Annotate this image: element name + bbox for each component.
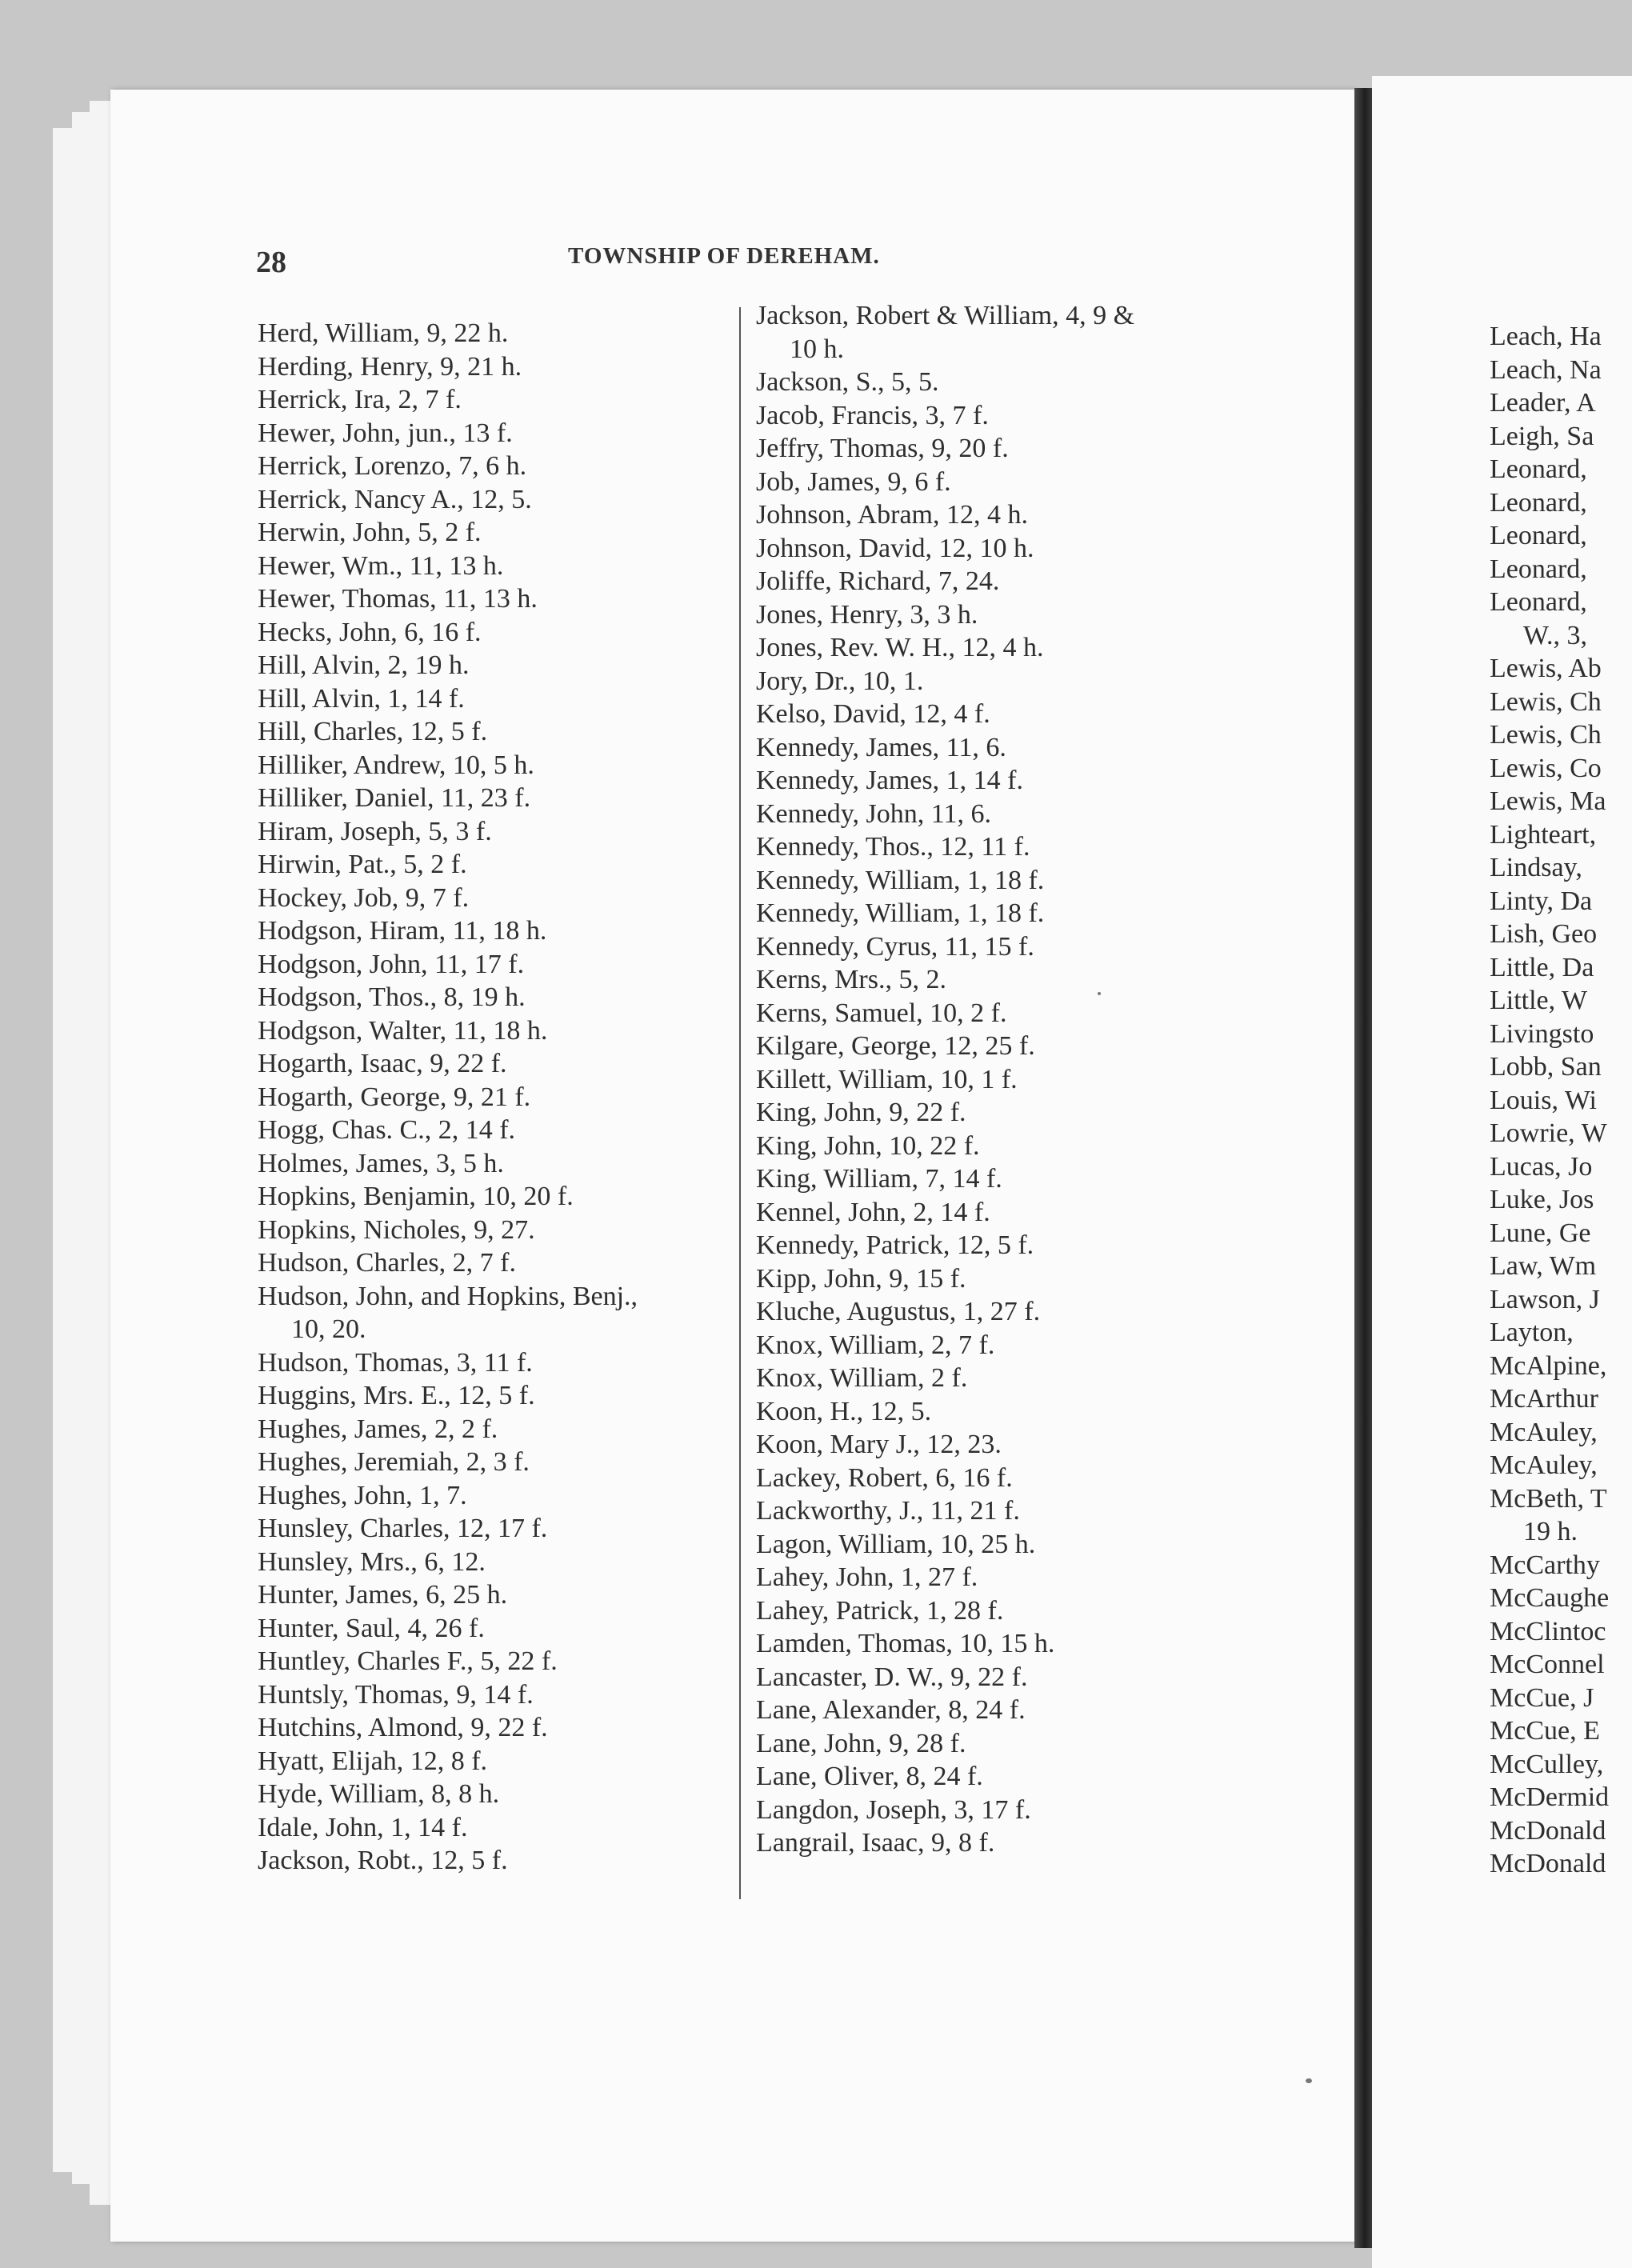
facing-page-column	[1490, 320, 1609, 1881]
directory-entry: Leach, Na	[1490, 354, 1602, 385]
directory-entry: Hill, Alvin, 2, 19 h.	[258, 650, 470, 680]
directory-entry: Kilgare, George, 12, 25 f.	[756, 1031, 1035, 1061]
directory-entry: Leonard,	[1490, 487, 1587, 518]
directory-entry: Jackson, Robert & William, 4, 9 &	[756, 301, 1135, 330]
directory-entry: Lagon, William, 10, 25 h.	[756, 1529, 1036, 1559]
directory-entry: Jeffry, Thomas, 9, 20 f.	[756, 434, 1009, 463]
directory-entry: McClintoc	[1490, 1616, 1606, 1646]
directory-entry: McAuley,	[1490, 1417, 1598, 1447]
directory-entry: Knox, William, 2, 7 f.	[756, 1330, 995, 1360]
directory-entry: McCaughe	[1490, 1583, 1610, 1613]
directory-entry: Lish, Geo	[1490, 919, 1598, 949]
directory-entry: Hiram, Joseph, 5, 3 f.	[258, 816, 492, 846]
directory-entry: Kipp, John, 9, 15 f.	[756, 1263, 966, 1294]
directory-entry: Hunter, James, 6, 25 h.	[258, 1580, 508, 1610]
directory-entry: Huntsly, Thomas, 9, 14 f.	[258, 1679, 534, 1710]
directory-entry: Huntley, Charles F., 5, 22 f.	[258, 1646, 558, 1676]
directory-entry: Lewis, Ch	[1490, 720, 1602, 750]
directory-entry: Luke, Jos	[1490, 1185, 1594, 1214]
directory-entry: Hewer, John, jun., 13 f.	[258, 418, 513, 448]
directory-entry: Koon, Mary J., 12, 23.	[756, 1430, 1002, 1459]
directory-entry: Kluche, Augustus, 1, 27 f.	[756, 1297, 1041, 1326]
directory-entry: Kennedy, James, 11, 6.	[756, 732, 1006, 762]
directory-entry: Herrick, Nancy A., 12, 5.	[258, 484, 532, 514]
directory-entry: Lindsay,	[1490, 853, 1582, 882]
directory-entry: Hewer, Wm., 11, 13 h.	[258, 550, 504, 581]
directory-entry: Herrick, Lorenzo, 7, 6 h.	[258, 451, 527, 481]
directory-entry: Lahey, John, 1, 27 f.	[756, 1562, 978, 1592]
directory-column-middle	[756, 299, 1134, 1860]
directory-entry: Hodgson, John, 11, 17 f.	[258, 949, 525, 979]
directory-entry: Koon, H., 12, 5.	[756, 1396, 932, 1426]
directory-entry: Jones, Rev. W. H., 12, 4 h.	[756, 633, 1044, 662]
directory-entry: Linty, Da	[1490, 886, 1593, 916]
directory-entry: Lane, Oliver, 8, 24 f.	[756, 1762, 983, 1791]
directory-entry: Lackey, Robert, 6, 16 f.	[756, 1462, 1013, 1493]
directory-entry: Jackson, Robt., 12, 5 f.	[258, 1846, 508, 1875]
directory-entry: Hirwin, Pat., 5, 2 f.	[258, 850, 467, 879]
directory-entry: Hudson, John, and Hopkins, Benj.,	[258, 1281, 638, 1311]
directory-entry: McCulley,	[1490, 1749, 1604, 1779]
directory-entry: Johnson, David, 12, 10 h.	[756, 533, 1034, 563]
directory-entry: Lobb, San	[1490, 1052, 1602, 1082]
directory-entry: Holmes, James, 3, 5 h.	[258, 1148, 504, 1178]
directory-entry-continuation: 10 h.	[790, 334, 844, 364]
directory-entry: McBeth, T	[1490, 1483, 1607, 1514]
directory-entry: McCue, E	[1490, 1716, 1600, 1746]
directory-entry: Hudson, Thomas, 3, 11 f.	[258, 1347, 533, 1378]
directory-entry: Kennel, John, 2, 14 f.	[756, 1197, 990, 1227]
directory-entry: Lamden, Thomas, 10, 15 h.	[756, 1629, 1055, 1658]
directory-entry: McDonald	[1490, 1849, 1606, 1878]
directory-entry: Hughes, John, 1, 7.	[258, 1480, 467, 1510]
directory-entry: McDermid	[1490, 1782, 1610, 1812]
directory-entry: Leonard,	[1490, 554, 1587, 584]
directory-entry: Leonard,	[1490, 454, 1587, 484]
directory-entry: Louis, Wi	[1490, 1085, 1598, 1115]
directory-entry: Lancaster, D. W., 9, 22 f.	[756, 1662, 1028, 1692]
directory-entry: Hogarth, George, 9, 21 f.	[258, 1082, 531, 1112]
directory-entry: Huggins, Mrs. E., 12, 5 f.	[258, 1381, 535, 1410]
directory-entry: Hudson, Charles, 2, 7 f.	[258, 1248, 516, 1278]
ink-speck	[1098, 992, 1101, 995]
directory-entry: King, John, 9, 22 f.	[756, 1098, 966, 1127]
directory-entry: Kennedy, William, 1, 18 f.	[756, 898, 1045, 928]
directory-entry: Leigh, Sa	[1490, 421, 1594, 451]
directory-entry: Kennedy, John, 11, 6.	[756, 798, 991, 829]
directory-entry: Joliffe, Richard, 7, 24.	[756, 566, 1000, 596]
directory-entry: Lane, John, 9, 28 f.	[756, 1728, 966, 1758]
directory-entry: Hyde, William, 8, 8 h.	[258, 1779, 500, 1809]
directory-entry: Hunsley, Mrs., 6, 12.	[258, 1546, 486, 1577]
directory-entry: Livingsto	[1490, 1018, 1594, 1049]
directory-entry: Kennedy, Thos., 12, 11 f.	[756, 832, 1030, 862]
directory-entry: Hunsley, Charles, 12, 17 f.	[258, 1514, 548, 1543]
directory-entry: Leach, Ha	[1490, 322, 1602, 351]
directory-entry: King, William, 7, 14 f.	[756, 1164, 1002, 1194]
directory-entry: Hunter, Saul, 4, 26 f.	[258, 1613, 485, 1643]
directory-entry: Kennedy, James, 1, 14 f.	[756, 766, 1023, 795]
directory-entry: Kerns, Mrs., 5, 2.	[756, 965, 946, 994]
directory-entry: Lewis, Co	[1490, 753, 1602, 783]
ink-speck	[1306, 2078, 1312, 2083]
directory-entry: Hogarth, Isaac, 9, 22 f.	[258, 1049, 507, 1078]
running-head: TOWNSHIP OF DEREHAM.	[568, 243, 880, 269]
directory-entry: Killett, William, 10, 1 f.	[756, 1064, 1018, 1094]
directory-entry: Lowrie, W	[1490, 1118, 1607, 1148]
directory-entry: Herd, William, 9, 22 h.	[258, 318, 509, 348]
directory-entry: Lune, Ge	[1490, 1218, 1591, 1248]
directory-entry: Kerns, Samuel, 10, 2 f.	[756, 998, 1007, 1028]
directory-entry: Herwin, John, 5, 2 f.	[258, 518, 482, 547]
directory-entry: Law, Wm	[1490, 1251, 1597, 1281]
directory-entry: Lighteart,	[1490, 819, 1597, 850]
directory-entry: Kennedy, William, 1, 18 f.	[756, 865, 1045, 895]
directory-entry: Hilliker, Daniel, 11, 23 f.	[258, 783, 531, 813]
directory-entry: Jones, Henry, 3, 3 h.	[756, 599, 978, 630]
directory-entry: Hogg, Chas. C., 2, 14 f.	[258, 1115, 516, 1145]
directory-entry: McAlpine,	[1490, 1350, 1607, 1381]
directory-entry: Lewis, Ch	[1490, 686, 1602, 717]
directory-entry: Leader, A	[1490, 388, 1596, 418]
directory-entry: Herrick, Ira, 2, 7 f.	[258, 385, 462, 414]
directory-entry: Job, James, 9, 6 f.	[756, 466, 951, 497]
directory-entry: Hill, Charles, 12, 5 f.	[258, 717, 488, 746]
directory-entry: Hopkins, Nicholes, 9, 27.	[258, 1214, 535, 1245]
directory-entry: McAuley,	[1490, 1450, 1598, 1480]
directory-entry: Idale, John, 1, 14 f.	[258, 1812, 468, 1842]
directory-entry: Hewer, Thomas, 11, 13 h.	[258, 584, 538, 614]
directory-entry: Lackworthy, J., 11, 21 f.	[756, 1496, 1020, 1526]
directory-entry: Kennedy, Cyrus, 11, 15 f.	[756, 931, 1034, 962]
directory-entry: Lahey, Patrick, 1, 28 f.	[756, 1595, 1004, 1626]
directory-entry: Hopkins, Benjamin, 10, 20 f.	[258, 1182, 574, 1211]
directory-entry: Hyatt, Elijah, 12, 8 f.	[258, 1746, 488, 1776]
directory-entry: McCarthy	[1490, 1550, 1600, 1580]
directory-entry: Hill, Alvin, 1, 14 f.	[258, 683, 465, 714]
directory-entry: Hodgson, Thos., 8, 19 h.	[258, 982, 526, 1012]
directory-entry: Hockey, Job, 9, 7 f.	[258, 882, 470, 913]
directory-entry: Kelso, David, 12, 4 f.	[756, 699, 990, 729]
directory-entry-continuation: 10, 20.	[291, 1314, 366, 1344]
directory-entry: Layton,	[1490, 1318, 1574, 1347]
directory-entry: Hutchins, Almond, 9, 22 f.	[258, 1713, 548, 1742]
directory-entry: Johnson, Abram, 12, 4 h.	[756, 500, 1028, 530]
directory-entry: Lewis, Ab	[1490, 654, 1602, 683]
directory-entry: McDonald	[1490, 1815, 1606, 1846]
directory-entry: Lane, Alexander, 8, 24 f.	[756, 1695, 1026, 1725]
directory-entry: Lucas, Jo	[1490, 1151, 1593, 1182]
book-gutter	[1354, 88, 1372, 2248]
column-rule	[739, 307, 741, 1899]
page-number: 28	[256, 246, 286, 279]
directory-entry: King, John, 10, 22 f.	[756, 1130, 980, 1161]
directory-entry: Kennedy, Patrick, 12, 5 f.	[756, 1230, 1034, 1260]
directory-entry: McCue, J	[1490, 1682, 1594, 1713]
directory-entry: Hughes, Jeremiah, 2, 3 f.	[258, 1447, 530, 1477]
directory-entry: Jackson, S., 5, 5.	[756, 367, 939, 397]
directory-entry: Lewis, Ma	[1490, 786, 1606, 816]
directory-entry: Hilliker, Andrew, 10, 5 h.	[258, 750, 534, 780]
directory-column-left	[258, 317, 638, 1878]
directory-entry: Hodgson, Hiram, 11, 18 h.	[258, 916, 547, 946]
directory-entry-continuation: 19 h.	[1523, 1517, 1578, 1546]
directory-entry-continuation: W., 3,	[1523, 620, 1587, 650]
directory-entry: McConnel	[1490, 1650, 1605, 1679]
directory-entry: Jacob, Francis, 3, 7 f.	[756, 400, 989, 430]
directory-entry: Leonard,	[1490, 587, 1587, 617]
directory-entry: Herding, Henry, 9, 21 h.	[258, 351, 522, 382]
directory-entry: Knox, William, 2 f.	[756, 1363, 968, 1393]
directory-entry: Hughes, James, 2, 2 f.	[258, 1414, 498, 1444]
directory-entry: Little, W	[1490, 986, 1588, 1015]
directory-entry: Jory, Dr., 10, 1.	[756, 666, 924, 696]
directory-entry: McArthur	[1490, 1384, 1598, 1414]
directory-entry: Langdon, Joseph, 3, 17 f.	[756, 1794, 1031, 1825]
directory-entry: Hodgson, Walter, 11, 18 h.	[258, 1015, 548, 1046]
directory-entry: Lawson, J	[1490, 1284, 1600, 1314]
directory-entry: Langrail, Isaac, 9, 8 f.	[756, 1828, 995, 1858]
directory-entry: Hecks, John, 6, 16 f.	[258, 617, 482, 647]
directory-entry: Leonard,	[1490, 521, 1587, 550]
directory-entry: Little, Da	[1490, 952, 1594, 982]
